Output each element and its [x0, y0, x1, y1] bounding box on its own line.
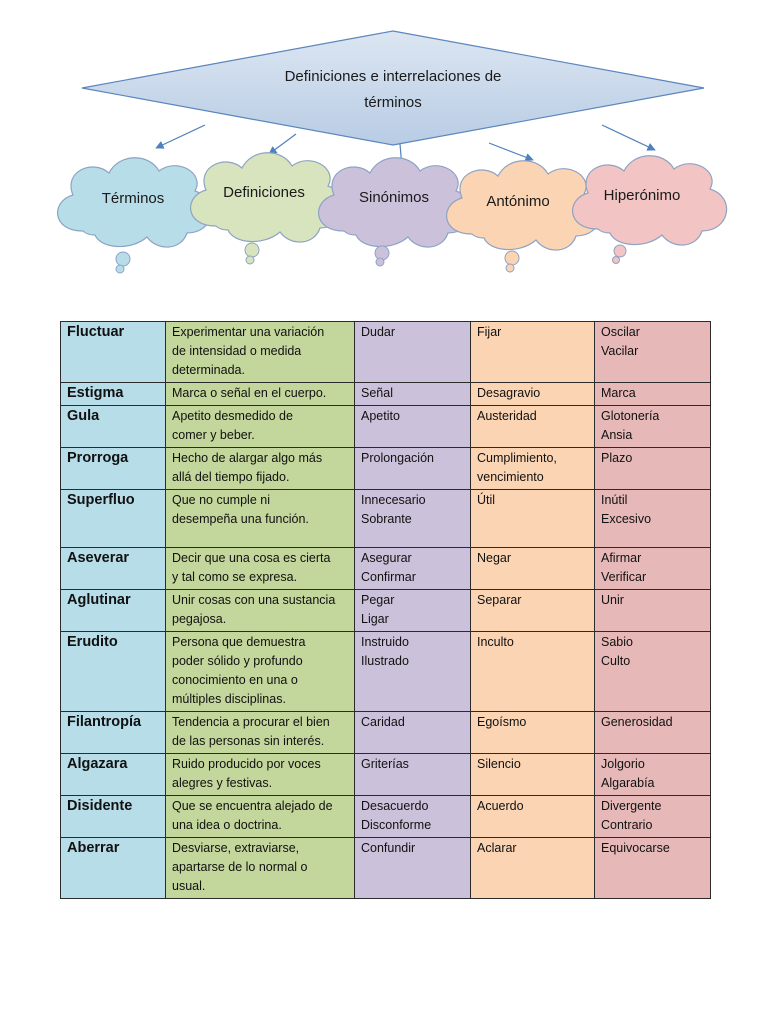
term-cell: Disidente	[61, 796, 166, 838]
cloud-hiperonimo	[573, 156, 727, 264]
cloud-label-hiperonimo: Hiperónimo	[603, 187, 681, 204]
cell-line: Experimentar una variación	[172, 325, 325, 339]
cell-line: Griterías	[361, 757, 409, 771]
hypernyms-cell	[595, 322, 711, 383]
cell-line: Generosidad	[601, 715, 673, 729]
cell-line: Marca	[601, 386, 636, 400]
synonyms-cell	[355, 632, 471, 712]
cell-line: Disconforme	[361, 818, 432, 832]
antonyms-cell	[471, 383, 595, 406]
arrow-to-hiperonimo	[602, 125, 655, 150]
vocabulary-table-body	[61, 322, 711, 899]
cell-line: Apetito	[361, 409, 400, 423]
cell-line: Señal	[361, 386, 393, 400]
cloud-tail-large	[116, 252, 130, 266]
cell-line: desempeña una función.	[172, 512, 309, 526]
cell-line: Marca o señal en el cuerpo.	[172, 386, 327, 400]
definition-cell	[166, 383, 355, 406]
cell-line: Divergente	[601, 799, 662, 813]
synonyms-cell	[355, 712, 471, 754]
cell-line: apartarse de lo normal o	[172, 860, 308, 874]
antonyms-cell	[471, 322, 595, 383]
synonyms-cell	[355, 754, 471, 796]
cloud-label-terminos: Términos	[101, 190, 165, 207]
cell-line: Fijar	[477, 325, 502, 339]
cell-line: Innecesario	[361, 493, 426, 507]
cell-line: comer y beber.	[172, 428, 255, 442]
definition-cell	[166, 796, 355, 838]
definition-cell	[166, 590, 355, 632]
antonyms-cell	[471, 712, 595, 754]
cell-line: Contrario	[601, 818, 653, 832]
cell-line: Apetito desmedido de	[172, 409, 293, 423]
cell-line: Acuerdo	[477, 799, 524, 813]
synonyms-cell	[355, 406, 471, 448]
term-cell: Aberrar	[61, 838, 166, 899]
cloud-tail-small	[376, 258, 384, 266]
synonyms-cell	[355, 796, 471, 838]
cell-line: Excesivo	[601, 512, 652, 526]
term-cell: Algazara	[61, 754, 166, 796]
cell-line: Confundir	[361, 841, 416, 855]
cell-line: Cumplimiento,	[477, 451, 557, 465]
cell-line: Instruido	[361, 635, 409, 649]
cell-line: Caridad	[361, 715, 405, 729]
cell-line: Ligar	[361, 612, 389, 626]
cell-line: Útil	[477, 493, 496, 507]
synonyms-cell	[355, 548, 471, 590]
cell-line: Prolongación	[361, 451, 434, 465]
cloud-terminos	[58, 158, 212, 273]
cloud-tail-large	[375, 246, 389, 260]
hypernyms-cell	[595, 448, 711, 490]
table-row	[61, 590, 711, 632]
table-row	[61, 838, 711, 899]
cloud-label-antonimo: Antónimo	[486, 193, 550, 210]
antonyms-cell	[471, 796, 595, 838]
synonyms-cell	[355, 490, 471, 548]
cell-line: Separar	[477, 593, 522, 607]
antonyms-cell	[471, 590, 595, 632]
cloud-tail-small	[613, 257, 620, 264]
hypernyms-cell	[595, 548, 711, 590]
cell-line: Desacuerdo	[361, 799, 429, 813]
table-row	[61, 548, 711, 590]
cell-line: Tendencia a procurar el bien	[172, 715, 330, 729]
table-row	[61, 754, 711, 796]
cell-line: pegajosa.	[172, 612, 227, 626]
antonyms-cell	[471, 838, 595, 899]
cloud-tail-small	[506, 264, 514, 272]
cell-line: usual.	[172, 879, 206, 893]
cell-line: Egoísmo	[477, 715, 527, 729]
definition-cell	[166, 632, 355, 712]
cell-line: Vacilar	[601, 344, 639, 358]
cloud-tail-small	[246, 256, 254, 264]
definition-cell	[166, 490, 355, 548]
cell-line: Persona que demuestra	[172, 635, 306, 649]
table-row	[61, 406, 711, 448]
cell-line: y tal como se expresa.	[172, 570, 298, 584]
term-cell: Superfluo	[61, 490, 166, 548]
cloud-label-sinonimos: Sinónimos	[358, 189, 430, 206]
cell-line: Desviarse, extraviarse,	[172, 841, 300, 855]
table-row	[61, 322, 711, 383]
cell-line: Jolgorio	[601, 757, 645, 771]
diagram-title-line-1: Definiciones e interrelaciones de	[284, 68, 502, 85]
cloud-label-definiciones: Definiciones	[223, 184, 305, 201]
cell-line: Hecho de alargar algo más	[172, 451, 323, 465]
cell-line: Austeridad	[477, 409, 537, 423]
cell-line: Ansia	[601, 428, 633, 442]
cell-line: Confirmar	[361, 570, 416, 584]
table-row	[61, 383, 711, 406]
cloud-tail-small	[116, 265, 124, 273]
cell-line: Silencio	[477, 757, 521, 771]
cell-line: de intensidad o medida	[172, 344, 302, 358]
term-cell: Aglutinar	[61, 590, 166, 632]
antonyms-cell	[471, 406, 595, 448]
cell-line: Oscilar	[601, 325, 640, 339]
cloud-tail-large	[505, 251, 519, 265]
term-cell: Fluctuar	[61, 322, 166, 383]
hypernyms-cell	[595, 490, 711, 548]
hypernyms-cell	[595, 632, 711, 712]
vocabulary-table	[60, 321, 711, 899]
hypernyms-cell	[595, 590, 711, 632]
hypernyms-cell	[595, 838, 711, 899]
hypernyms-cell	[595, 406, 711, 448]
cell-line: de las personas sin interés.	[172, 734, 325, 748]
definition-cell	[166, 838, 355, 899]
cell-line: Sobrante	[361, 512, 412, 526]
hypernyms-cell	[595, 383, 711, 406]
definition-cell	[166, 548, 355, 590]
arrow-to-terminos	[156, 125, 205, 148]
definition-cell	[166, 754, 355, 796]
antonyms-cell	[471, 754, 595, 796]
table-row	[61, 796, 711, 838]
cell-line: Decir que una cosa es cierta	[172, 551, 331, 565]
definition-cell	[166, 712, 355, 754]
cell-line: Ilustrado	[361, 654, 409, 668]
synonyms-cell	[355, 322, 471, 383]
antonyms-cell	[471, 548, 595, 590]
cell-line: Sabio	[601, 635, 633, 649]
cell-line: Asegurar	[361, 551, 412, 565]
hypernyms-cell	[595, 796, 711, 838]
cell-line: Aclarar	[477, 841, 517, 855]
cell-line: Unir cosas con una sustancia	[172, 593, 336, 607]
table-row	[61, 448, 711, 490]
definition-cell	[166, 322, 355, 383]
cell-line: Culto	[601, 654, 631, 668]
cloud-tail-large	[614, 245, 626, 257]
term-cell: Erudito	[61, 632, 166, 712]
cell-line: Plazo	[601, 451, 633, 465]
cell-line: una idea o doctrina.	[172, 818, 282, 832]
cell-line: Verificar	[601, 570, 647, 584]
antonyms-cell	[471, 632, 595, 712]
cell-line: Desagravio	[477, 386, 541, 400]
cell-line: allá del tiempo fijado.	[172, 470, 290, 484]
term-cell: Aseverar	[61, 548, 166, 590]
cell-line: Glotonería	[601, 409, 660, 423]
antonyms-cell	[471, 448, 595, 490]
cell-line: múltiples disciplinas.	[172, 692, 286, 706]
cell-line: Negar	[477, 551, 512, 565]
cell-line: Inútil	[601, 493, 628, 507]
cell-line: Inculto	[477, 635, 514, 649]
term-cell: Filantropía	[61, 712, 166, 754]
definition-cell	[166, 406, 355, 448]
cell-line: determinada.	[172, 363, 245, 377]
diagram-title-line-2: términos	[364, 94, 422, 111]
cell-line: poder sólido y profundo	[172, 654, 303, 668]
cell-line: Dudar	[361, 325, 396, 339]
cell-line: alegres y festivas.	[172, 776, 273, 790]
cell-line: vencimiento	[477, 470, 544, 484]
antonyms-cell	[471, 490, 595, 548]
synonyms-cell	[355, 838, 471, 899]
cloud-tail-large	[245, 243, 259, 257]
table-row	[61, 712, 711, 754]
cell-line: Ruido producido por voces	[172, 757, 321, 771]
arrow-to-definiciones	[269, 134, 296, 154]
definition-cell	[166, 448, 355, 490]
term-cell: Estigma	[61, 383, 166, 406]
table-row	[61, 490, 711, 548]
arrow-to-antonimo	[489, 143, 533, 160]
term-cell: Gula	[61, 406, 166, 448]
cell-line: conocimiento en una o	[172, 673, 298, 687]
hypernyms-cell	[595, 754, 711, 796]
synonyms-cell	[355, 448, 471, 490]
concept-diagram	[0, 0, 768, 300]
cell-line: Que no cumple ni	[172, 493, 270, 507]
term-cell: Prorroga	[61, 448, 166, 490]
cell-line: Algarabía	[601, 776, 655, 790]
cell-line: Pegar	[361, 593, 395, 607]
synonyms-cell	[355, 590, 471, 632]
cell-line: Unir	[601, 593, 624, 607]
cell-line: Equivocarse	[601, 841, 670, 855]
synonyms-cell	[355, 383, 471, 406]
cell-line: Que se encuentra alejado de	[172, 799, 333, 813]
hypernyms-cell	[595, 712, 711, 754]
title-diamond	[82, 31, 704, 145]
table-row	[61, 632, 711, 712]
cell-line: Afirmar	[601, 551, 642, 565]
